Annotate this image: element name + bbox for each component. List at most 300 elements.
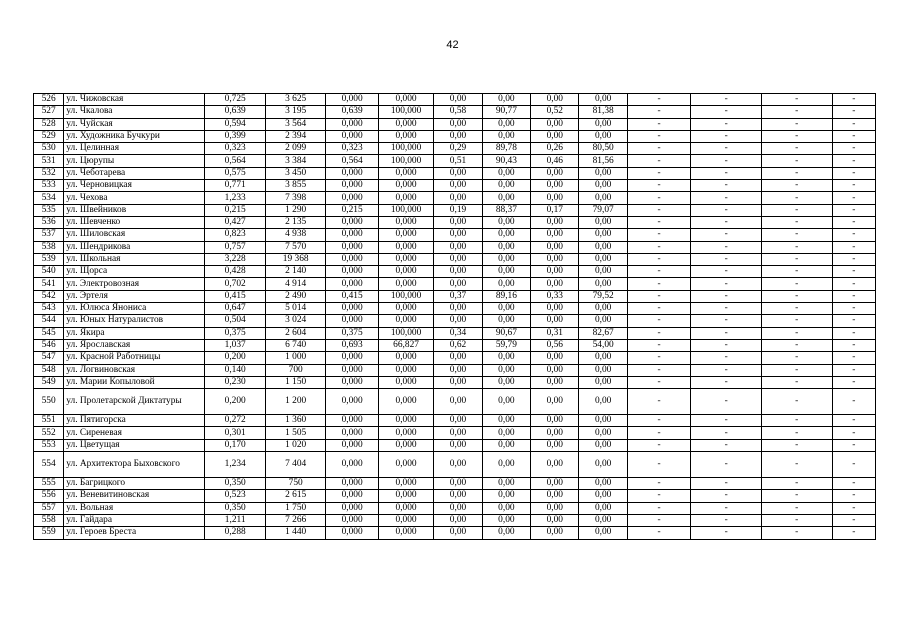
street-name-cell: ул. Шевченко [64, 216, 205, 228]
row-number-cell: 526 [34, 94, 64, 106]
value-cell-c3: 0,000 [326, 253, 378, 265]
value-cell-c2: 2 140 [265, 266, 326, 278]
value-cell-c10: - [691, 106, 762, 118]
value-cell-c10: - [691, 278, 762, 290]
value-cell-c2: 700 [265, 364, 326, 376]
value-cell-c4: 0,000 [378, 478, 433, 490]
page-number: 42 [446, 39, 459, 51]
value-cell-c6: 0,00 [482, 118, 530, 130]
row-number-cell: 548 [34, 364, 64, 376]
value-cell-c7: 0,00 [531, 315, 579, 327]
street-name-cell: ул. Юлюса Янониса [64, 303, 205, 315]
value-cell-c1: 0,170 [205, 439, 266, 451]
table-row [34, 376, 876, 388]
value-cell-c7: 0,31 [531, 327, 579, 339]
value-cell-c11: - [761, 502, 832, 514]
value-cell-c10: - [691, 315, 762, 327]
value-cell-c2: 1 020 [265, 439, 326, 451]
value-cell-c11: - [761, 192, 832, 204]
value-cell-c5: 0,00 [434, 180, 482, 192]
value-cell-c3: 0,000 [326, 490, 378, 502]
value-cell-c10: - [691, 364, 762, 376]
value-cell-c9: - [627, 478, 691, 490]
value-cell-c3: 0,000 [326, 167, 378, 179]
value-cell-c5: 0,00 [434, 229, 482, 241]
value-cell-c3: 0,215 [326, 204, 378, 216]
value-cell-c11: - [761, 427, 832, 439]
value-cell-c7: 0,00 [531, 364, 579, 376]
value-cell-c6: 0,00 [482, 278, 530, 290]
value-cell-c12: - [832, 427, 875, 439]
value-cell-c11: - [761, 290, 832, 302]
value-cell-c1: 0,504 [205, 315, 266, 327]
value-cell-c10: - [691, 427, 762, 439]
value-cell-c10: - [691, 439, 762, 451]
table-row [34, 415, 876, 427]
value-cell-c2: 1 750 [265, 502, 326, 514]
value-cell-c10: - [691, 415, 762, 427]
value-cell-c2: 3 024 [265, 315, 326, 327]
value-cell-c1: 0,575 [205, 167, 266, 179]
value-cell-c11: - [761, 527, 832, 539]
table-row [34, 439, 876, 451]
value-cell-c7: 0,46 [531, 155, 579, 167]
value-cell-c12: - [832, 241, 875, 253]
value-cell-c11: - [761, 315, 832, 327]
value-cell-c11: - [761, 204, 832, 216]
value-cell-c2: 3 855 [265, 180, 326, 192]
value-cell-c5: 0,00 [434, 452, 482, 478]
row-number-cell: 532 [34, 167, 64, 179]
value-cell-c4: 100,000 [378, 204, 433, 216]
value-cell-c2: 7 404 [265, 452, 326, 478]
value-cell-c1: 0,702 [205, 278, 266, 290]
value-cell-c9: - [627, 364, 691, 376]
value-cell-c6: 0,00 [482, 180, 530, 192]
value-cell-c5: 0,37 [434, 290, 482, 302]
value-cell-c3: 0,000 [326, 216, 378, 228]
value-cell-c9: - [627, 352, 691, 364]
value-cell-c4: 0,000 [378, 452, 433, 478]
value-cell-c6: 90,67 [482, 327, 530, 339]
row-number-cell: 559 [34, 527, 64, 539]
value-cell-c3: 0,000 [326, 229, 378, 241]
street-name-cell: ул. Логвиновская [64, 364, 205, 376]
table-row [34, 143, 876, 155]
street-name-cell: ул. Багрицкого [64, 478, 205, 490]
table-row [34, 167, 876, 179]
row-number-cell: 530 [34, 143, 64, 155]
value-cell-c9: - [627, 216, 691, 228]
row-number-cell: 543 [34, 303, 64, 315]
row-number-cell: 542 [34, 290, 64, 302]
street-name-cell: ул. Электровозная [64, 278, 205, 290]
row-number-cell: 551 [34, 415, 64, 427]
street-name-cell: ул. Школьная [64, 253, 205, 265]
value-cell-c8: 0,00 [579, 439, 627, 451]
value-cell-c10: - [691, 376, 762, 388]
value-cell-c4: 0,000 [378, 229, 433, 241]
value-cell-c6: 0,00 [482, 192, 530, 204]
street-data-table [33, 93, 876, 540]
value-cell-c4: 0,000 [378, 94, 433, 106]
value-cell-c10: - [691, 527, 762, 539]
value-cell-c4: 0,000 [378, 167, 433, 179]
value-cell-c2: 1 290 [265, 204, 326, 216]
value-cell-c10: - [691, 94, 762, 106]
value-cell-c12: - [832, 364, 875, 376]
value-cell-c11: - [761, 167, 832, 179]
street-name-cell: ул. Шендрикова [64, 241, 205, 253]
value-cell-c5: 0,00 [434, 315, 482, 327]
value-cell-c12: - [832, 303, 875, 315]
value-cell-c2: 1 000 [265, 352, 326, 364]
value-cell-c9: - [627, 439, 691, 451]
row-number-cell: 550 [34, 389, 64, 415]
value-cell-c4: 0,000 [378, 389, 433, 415]
value-cell-c8: 0,00 [579, 415, 627, 427]
value-cell-c8: 0,00 [579, 490, 627, 502]
street-name-cell: ул. Чехова [64, 192, 205, 204]
value-cell-c9: - [627, 130, 691, 142]
table-row [34, 180, 876, 192]
value-cell-c10: - [691, 167, 762, 179]
value-cell-c5: 0,00 [434, 118, 482, 130]
value-cell-c6: 0,00 [482, 229, 530, 241]
value-cell-c12: - [832, 290, 875, 302]
table-row [34, 490, 876, 502]
table-row [34, 155, 876, 167]
value-cell-c12: - [832, 180, 875, 192]
value-cell-c2: 6 740 [265, 339, 326, 351]
value-cell-c6: 0,00 [482, 253, 530, 265]
value-cell-c3: 0,693 [326, 339, 378, 351]
value-cell-c2: 1 505 [265, 427, 326, 439]
row-number-cell: 547 [34, 352, 64, 364]
value-cell-c11: - [761, 229, 832, 241]
row-number-cell: 554 [34, 452, 64, 478]
value-cell-c1: 0,399 [205, 130, 266, 142]
street-name-cell: ул. Эртеля [64, 290, 205, 302]
value-cell-c9: - [627, 278, 691, 290]
street-name-cell: ул. Героев Бреста [64, 527, 205, 539]
value-cell-c1: 0,823 [205, 229, 266, 241]
value-cell-c6: 0,00 [482, 514, 530, 526]
value-cell-c4: 66,827 [378, 339, 433, 351]
row-number-cell: 555 [34, 478, 64, 490]
value-cell-c10: - [691, 478, 762, 490]
value-cell-c3: 0,639 [326, 106, 378, 118]
street-name-cell: ул. Веневитиновская [64, 490, 205, 502]
value-cell-c8: 0,00 [579, 118, 627, 130]
value-cell-c2: 2 615 [265, 490, 326, 502]
value-cell-c2: 3 625 [265, 94, 326, 106]
value-cell-c5: 0,00 [434, 303, 482, 315]
value-cell-c10: - [691, 253, 762, 265]
table-row [34, 502, 876, 514]
value-cell-c3: 0,564 [326, 155, 378, 167]
value-cell-c7: 0,52 [531, 106, 579, 118]
row-number-cell: 529 [34, 130, 64, 142]
value-cell-c10: - [691, 155, 762, 167]
value-cell-c8: 0,00 [579, 514, 627, 526]
value-cell-c7: 0,17 [531, 204, 579, 216]
value-cell-c7: 0,00 [531, 216, 579, 228]
value-cell-c7: 0,00 [531, 266, 579, 278]
value-cell-c2: 4 938 [265, 229, 326, 241]
value-cell-c2: 1 360 [265, 415, 326, 427]
value-cell-c2: 2 394 [265, 130, 326, 142]
value-cell-c11: - [761, 389, 832, 415]
value-cell-c1: 0,375 [205, 327, 266, 339]
value-cell-c5: 0,62 [434, 339, 482, 351]
value-cell-c4: 0,000 [378, 415, 433, 427]
value-cell-c5: 0,58 [434, 106, 482, 118]
row-number-cell: 533 [34, 180, 64, 192]
value-cell-c6: 0,00 [482, 352, 530, 364]
value-cell-c9: - [627, 266, 691, 278]
row-number-cell: 540 [34, 266, 64, 278]
value-cell-c8: 0,00 [579, 192, 627, 204]
value-cell-c3: 0,000 [326, 192, 378, 204]
value-cell-c1: 3,228 [205, 253, 266, 265]
value-cell-c6: 0,00 [482, 94, 530, 106]
value-cell-c1: 0,564 [205, 155, 266, 167]
value-cell-c6: 0,00 [482, 527, 530, 539]
value-cell-c6: 0,00 [482, 490, 530, 502]
value-cell-c2: 7 398 [265, 192, 326, 204]
value-cell-c6: 0,00 [482, 315, 530, 327]
value-cell-c3: 0,000 [326, 452, 378, 478]
value-cell-c2: 1 200 [265, 389, 326, 415]
value-cell-c5: 0,00 [434, 490, 482, 502]
value-cell-c8: 81,56 [579, 155, 627, 167]
row-number-cell: 536 [34, 216, 64, 228]
value-cell-c7: 0,00 [531, 241, 579, 253]
value-cell-c11: - [761, 106, 832, 118]
value-cell-c1: 0,639 [205, 106, 266, 118]
row-number-cell: 527 [34, 106, 64, 118]
value-cell-c7: 0,00 [531, 352, 579, 364]
value-cell-c8: 0,00 [579, 478, 627, 490]
value-cell-c9: - [627, 180, 691, 192]
value-cell-c4: 0,000 [378, 192, 433, 204]
value-cell-c3: 0,000 [326, 94, 378, 106]
value-cell-c7: 0,00 [531, 452, 579, 478]
street-name-cell: ул. Пролетарской Диктатуры [64, 389, 205, 415]
value-cell-c10: - [691, 327, 762, 339]
value-cell-c11: - [761, 180, 832, 192]
value-cell-c8: 0,00 [579, 527, 627, 539]
value-cell-c10: - [691, 229, 762, 241]
value-cell-c5: 0,29 [434, 143, 482, 155]
value-cell-c9: - [627, 241, 691, 253]
value-cell-c5: 0,00 [434, 192, 482, 204]
value-cell-c5: 0,00 [434, 502, 482, 514]
value-cell-c8: 79,52 [579, 290, 627, 302]
value-cell-c12: - [832, 266, 875, 278]
value-cell-c7: 0,00 [531, 167, 579, 179]
value-cell-c9: - [627, 490, 691, 502]
value-cell-c2: 19 368 [265, 253, 326, 265]
value-cell-c7: 0,00 [531, 439, 579, 451]
value-cell-c4: 100,000 [378, 143, 433, 155]
value-cell-c8: 0,00 [579, 241, 627, 253]
row-number-cell: 537 [34, 229, 64, 241]
value-cell-c10: - [691, 180, 762, 192]
value-cell-c4: 0,000 [378, 241, 433, 253]
value-cell-c8: 81,38 [579, 106, 627, 118]
value-cell-c2: 5 014 [265, 303, 326, 315]
value-cell-c11: - [761, 94, 832, 106]
value-cell-c6: 0,00 [482, 376, 530, 388]
value-cell-c8: 0,00 [579, 229, 627, 241]
value-cell-c6: 0,00 [482, 502, 530, 514]
value-cell-c6: 89,16 [482, 290, 530, 302]
value-cell-c7: 0,00 [531, 303, 579, 315]
table-row [34, 130, 876, 142]
row-number-cell: 531 [34, 155, 64, 167]
row-number-cell: 535 [34, 204, 64, 216]
value-cell-c4: 100,000 [378, 106, 433, 118]
value-cell-c2: 7 570 [265, 241, 326, 253]
value-cell-c1: 0,427 [205, 216, 266, 228]
value-cell-c8: 0,00 [579, 278, 627, 290]
value-cell-c9: - [627, 155, 691, 167]
value-cell-c2: 3 450 [265, 167, 326, 179]
table-row [34, 389, 876, 415]
value-cell-c8: 82,67 [579, 327, 627, 339]
value-cell-c3: 0,000 [326, 376, 378, 388]
value-cell-c11: - [761, 439, 832, 451]
value-cell-c6: 88,37 [482, 204, 530, 216]
value-cell-c4: 0,000 [378, 427, 433, 439]
value-cell-c1: 0,725 [205, 94, 266, 106]
value-cell-c9: - [627, 527, 691, 539]
street-name-cell: ул. Марии Копыловой [64, 376, 205, 388]
value-cell-c9: - [627, 118, 691, 130]
value-cell-c8: 0,00 [579, 216, 627, 228]
value-cell-c7: 0,00 [531, 376, 579, 388]
value-cell-c9: - [627, 192, 691, 204]
value-cell-c9: - [627, 315, 691, 327]
table-row [34, 266, 876, 278]
table-row [34, 118, 876, 130]
street-name-cell: ул. Гайдара [64, 514, 205, 526]
value-cell-c5: 0,00 [434, 527, 482, 539]
value-cell-c6: 0,00 [482, 167, 530, 179]
street-name-cell: ул. Шиловская [64, 229, 205, 241]
row-number-cell: 556 [34, 490, 64, 502]
value-cell-c12: - [832, 514, 875, 526]
value-cell-c2: 3 384 [265, 155, 326, 167]
value-cell-c9: - [627, 94, 691, 106]
value-cell-c5: 0,00 [434, 364, 482, 376]
value-cell-c6: 0,00 [482, 389, 530, 415]
value-cell-c1: 1,234 [205, 452, 266, 478]
value-cell-c9: - [627, 415, 691, 427]
value-cell-c5: 0,00 [434, 278, 482, 290]
street-name-cell: ул. Черновицкая [64, 180, 205, 192]
table-row [34, 452, 876, 478]
value-cell-c11: - [761, 303, 832, 315]
street-name-cell: ул. Швейников [64, 204, 205, 216]
value-cell-c7: 0,00 [531, 253, 579, 265]
value-cell-c11: - [761, 130, 832, 142]
value-cell-c5: 0,00 [434, 415, 482, 427]
table-row [34, 253, 876, 265]
value-cell-c7: 0,00 [531, 427, 579, 439]
value-cell-c7: 0,00 [531, 502, 579, 514]
value-cell-c4: 0,000 [378, 315, 433, 327]
value-cell-c12: - [832, 327, 875, 339]
value-cell-c5: 0,00 [434, 514, 482, 526]
value-cell-c4: 0,000 [378, 352, 433, 364]
value-cell-c3: 0,000 [326, 478, 378, 490]
value-cell-c1: 0,323 [205, 143, 266, 155]
value-cell-c3: 0,000 [326, 180, 378, 192]
value-cell-c12: - [832, 130, 875, 142]
value-cell-c4: 0,000 [378, 118, 433, 130]
value-cell-c7: 0,26 [531, 143, 579, 155]
value-cell-c3: 0,323 [326, 143, 378, 155]
value-cell-c12: - [832, 278, 875, 290]
value-cell-c8: 0,00 [579, 303, 627, 315]
value-cell-c12: - [832, 315, 875, 327]
value-cell-c8: 0,00 [579, 253, 627, 265]
table-row [34, 241, 876, 253]
table-row [34, 364, 876, 376]
row-number-cell: 544 [34, 315, 64, 327]
value-cell-c12: - [832, 106, 875, 118]
value-cell-c6: 0,00 [482, 415, 530, 427]
value-cell-c1: 0,594 [205, 118, 266, 130]
row-number-cell: 553 [34, 439, 64, 451]
value-cell-c4: 100,000 [378, 290, 433, 302]
value-cell-c4: 0,000 [378, 376, 433, 388]
value-cell-c8: 0,00 [579, 389, 627, 415]
street-name-cell: ул. Щорса [64, 266, 205, 278]
value-cell-c3: 0,000 [326, 364, 378, 376]
value-cell-c7: 0,00 [531, 415, 579, 427]
value-cell-c2: 3 564 [265, 118, 326, 130]
value-cell-c11: - [761, 216, 832, 228]
value-cell-c3: 0,000 [326, 266, 378, 278]
value-cell-c11: - [761, 241, 832, 253]
value-cell-c5: 0,00 [434, 376, 482, 388]
value-cell-c1: 0,230 [205, 376, 266, 388]
street-name-cell: ул. Ярославская [64, 339, 205, 351]
row-number-cell: 557 [34, 502, 64, 514]
value-cell-c2: 2 135 [265, 216, 326, 228]
value-cell-c3: 0,000 [326, 439, 378, 451]
value-cell-c12: - [832, 452, 875, 478]
value-cell-c1: 0,415 [205, 290, 266, 302]
value-cell-c11: - [761, 327, 832, 339]
value-cell-c4: 0,000 [378, 130, 433, 142]
value-cell-c4: 100,000 [378, 327, 433, 339]
value-cell-c1: 0,140 [205, 364, 266, 376]
value-cell-c4: 0,000 [378, 180, 433, 192]
value-cell-c8: 0,00 [579, 167, 627, 179]
value-cell-c5: 0,00 [434, 253, 482, 265]
value-cell-c11: - [761, 253, 832, 265]
value-cell-c7: 0,00 [531, 278, 579, 290]
value-cell-c5: 0,00 [434, 478, 482, 490]
value-cell-c7: 0,00 [531, 490, 579, 502]
row-number-cell: 538 [34, 241, 64, 253]
value-cell-c11: - [761, 415, 832, 427]
